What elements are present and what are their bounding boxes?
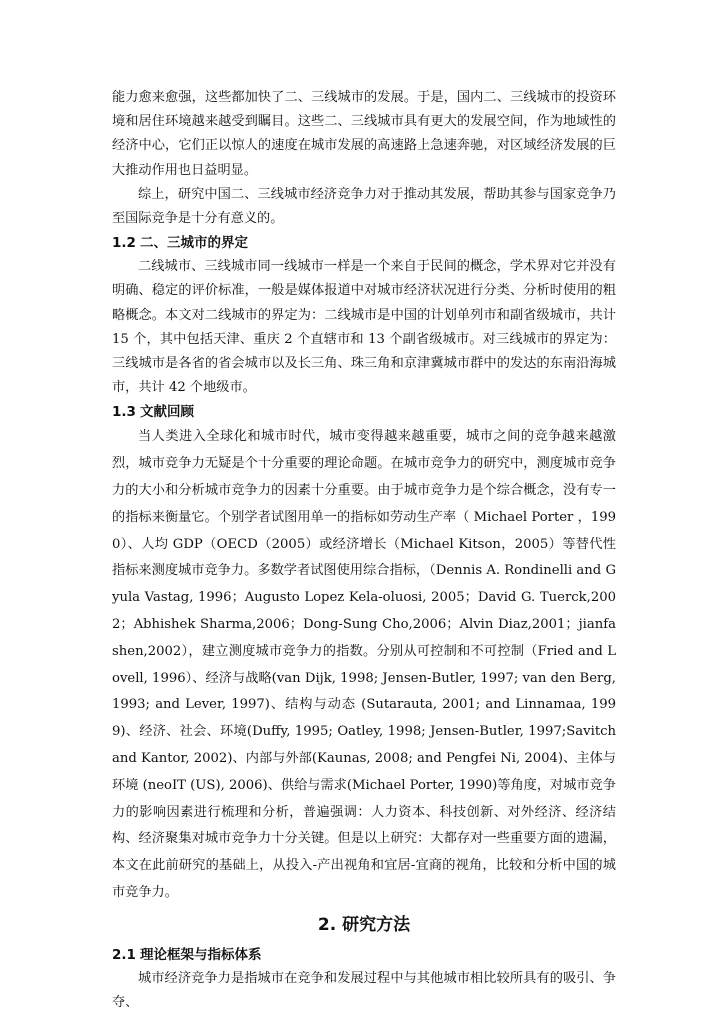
section-title: 文献回顾	[140, 404, 194, 421]
section-2-1-paragraph: 城市经济竞争力是指城市在竞争和发展过程中与其他城市相比较所具有的吸引、争夺、	[112, 970, 616, 1010]
chapter-heading-2: 2. 研究方法	[317, 914, 411, 935]
intro-paragraph-1: 能力愈来愈强，这些都加快了二、三线城市的发展。于是，国内二、三线城市的投资环境和居住环境越来越受到瞩目。这些二、三线城市具有更大的发展空间，作为地域性的经济中心，它们正以惊人的速度在城市发展的高速路上急速奔驰，对区域经济发展的巨大推动作用也日益明显。	[112, 90, 616, 178]
section-title: 理论框架与指标体系	[140, 946, 262, 963]
section-number: 2.1	[112, 946, 136, 963]
section-1-3-paragraph: 当人类进入全球化和城市时代，城市变得越来越重要，城市之间的竞争越来越激烈，城市竞争力无疑是个十分重要的理论命题。在城市竞争力的研究中，测度城市竞争力的大小和分析城市竞争力的因素十分重要。由于城市竞争力是个综合概念，没有专一的指标来衡量它。个别学者试图用单一的指标如劳动生产率（ Michael Porter ，1990）、人均 GDP（OECD（2005）或经济增长（Michael Kitson，2005）等替代性指标来测度城市竞争力。多数学者试图使用综合指标，（Dennis A. Rondinelli and Gyula Vastag, 1996；Augusto Lopez Kela-oluosi, 2005；David G. Tuerck,2002；Abhishek Sharma,2006；Dong-Sung Cho,2006；Alvin Diaz,2001；jianfa shen,2002），建立测度城市竞争力的指数。分别从可控制和不可控制（Fried and Lovell, 1996）、经济与战略(van Dijk, 1998; Jensen-Butler, 1997; van den Berg, 1993; and Lever, 1997)、结构与动态 (Sutarauta, 2001; and Linnamaa, 1999)、经济、社会、环境(Duffy, 1995; Oatley, 1998; Jensen-Butler, 1997;Savitch and Kantor, 2002)、内部与外部(Kaunas, 2008; and Pengfei Ni, 2004)、主体与环境 (neoIT (US), 2006)、供给与需求(Michael Porter, 1990)等角度，对城市竞争力的影响因素进行梳理和分析，普遍强调：人力资本、科技创新、对外经济、经济结构、经济聚集对城市竞争力十分关键。但是以上研究：大都存对一些重要方面的遗漏，本文在此前研究的基础上，从投入-产出视角和宜居-宜商的视角，比较和分析中国的城市竞争力。	[112, 429, 616, 900]
section-heading-2-1	[112, 943, 616, 967]
section-number: 1.2	[112, 235, 136, 252]
section-title: 二、三城市的界定	[140, 235, 248, 252]
section-heading-1-3	[112, 400, 616, 424]
section-number: 1.3	[112, 404, 136, 421]
intro-paragraph-2: 综上，研究中国二、三线城市经济竞争力对于推动其发展，帮助其参与国家竞争乃至国际竞争是十分有意义的。	[112, 186, 616, 227]
page-content	[112, 86, 616, 1015]
section-heading-1-2	[112, 231, 616, 255]
section-1-2-paragraph: 二线城市、三线城市同一线城市一样是一个来自于民间的概念，学术界对它并没有明确、稳定的评价标准，一般是媒体报道中对城市经济状况进行分类、分析时使用的粗略概念。本文对二线城市的界定为：二线城市是中国的计划单列市和副省级城市，共计 15 个，其中包括天津、重庆 2 个直辖市和 13 个副省级城市。对三线城市的界定为：三线城市是各省的省会城市以及长三角、珠三角和京津冀城市群中的发达的东南沿海城市，共计 42 个地级市。	[112, 259, 616, 396]
